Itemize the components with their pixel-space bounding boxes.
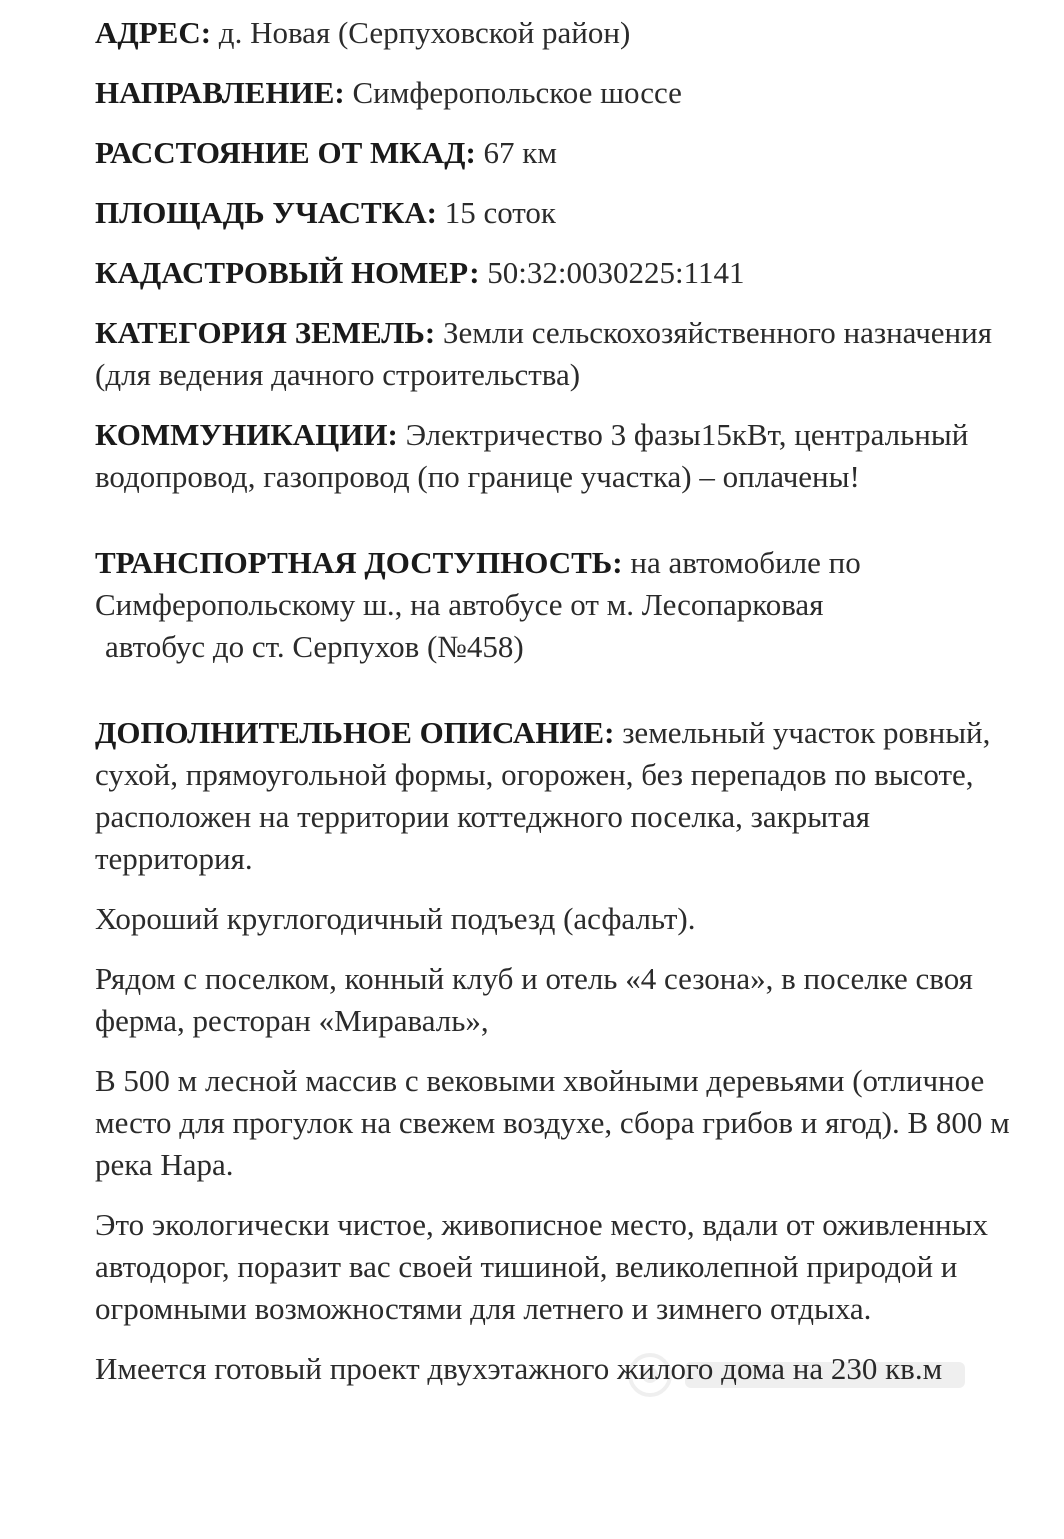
field-value-continued: автобус до ст. Серпухов (№458)	[105, 629, 524, 664]
field-land-category	[95, 312, 1015, 396]
paragraph-ecology: Это экологически чистое, живописное место, вдали от оживленных автодорог, поразит вас своей тишиной, великолепной природой и огромными возможностями для летнего и зимнего отдыха.	[95, 1207, 988, 1326]
field-value: 50:32:0030225:1141	[487, 255, 745, 290]
field-label: ТРАНСПОРТНАЯ ДОСТУПНОСТЬ:	[95, 545, 623, 580]
field-label: НАПРАВЛЕНИЕ:	[95, 75, 345, 110]
listing-document	[95, 12, 1015, 1408]
field-distance	[95, 132, 1015, 174]
field-value: 15 соток	[444, 195, 556, 230]
field-label: РАССТОЯНИЕ ОТ МКАД:	[95, 135, 476, 170]
field-value: д. Новая (Серпуховской район)	[218, 15, 631, 50]
paragraph-house-project: Имеется готовый проект двухэтажного жилого дома на 230 кв.м	[95, 1351, 943, 1386]
field-transport	[95, 542, 1015, 668]
field-description	[95, 712, 1015, 880]
field-label: ПЛОЩАДЬ УЧАСТКА:	[95, 195, 437, 230]
field-value: Земли сельскохозяйственного назначения (для ведения дачного строительства)	[95, 315, 992, 392]
field-value: Электричество 3 фазы15кВт, центральный водопровод, газопровод (по границе участка) – оплачены!	[95, 417, 969, 494]
field-cadastral-number	[95, 252, 1015, 294]
field-value: земельный участок ровный, сухой, прямоугольной формы, огорожен, без перепадов по высоте, расположен на территории коттеджного поселка, закрытая территория.	[95, 715, 991, 876]
field-label: КОММУНИКАЦИИ:	[95, 417, 398, 452]
paragraph-nearby: Рядом с поселком, конный клуб и отель «4 сезона», в поселке своя ферма, ресторан «Мираваль»,	[95, 961, 973, 1038]
field-label: КАТЕГОРИЯ ЗЕМЕЛЬ:	[95, 315, 436, 350]
field-direction	[95, 72, 1015, 114]
field-address	[95, 12, 1015, 54]
field-value: на автомобиле по Симферопольскому ш., на автобусе от м. Лесопарковая	[95, 545, 861, 622]
field-plot-area	[95, 192, 1015, 234]
field-label: ДОПОЛНИТЕЛЬНОЕ ОПИСАНИЕ:	[95, 715, 615, 750]
field-label: КАДАСТРОВЫЙ НОМЕР:	[95, 255, 480, 290]
field-utilities	[95, 414, 1015, 498]
paragraph-forest-river: В 500 м лесной массив с вековыми хвойными деревьями (отличное место для прогулок на свежем воздухе, сбора грибов и ягод). В 800 м река Нара.	[95, 1063, 1010, 1182]
field-label: АДРЕС:	[95, 15, 212, 50]
field-value: 67 км	[483, 135, 557, 170]
field-value: Симферопольское шоссе	[352, 75, 682, 110]
paragraph-road-access: Хороший круглогодичный подъезд (асфальт).	[95, 901, 696, 936]
